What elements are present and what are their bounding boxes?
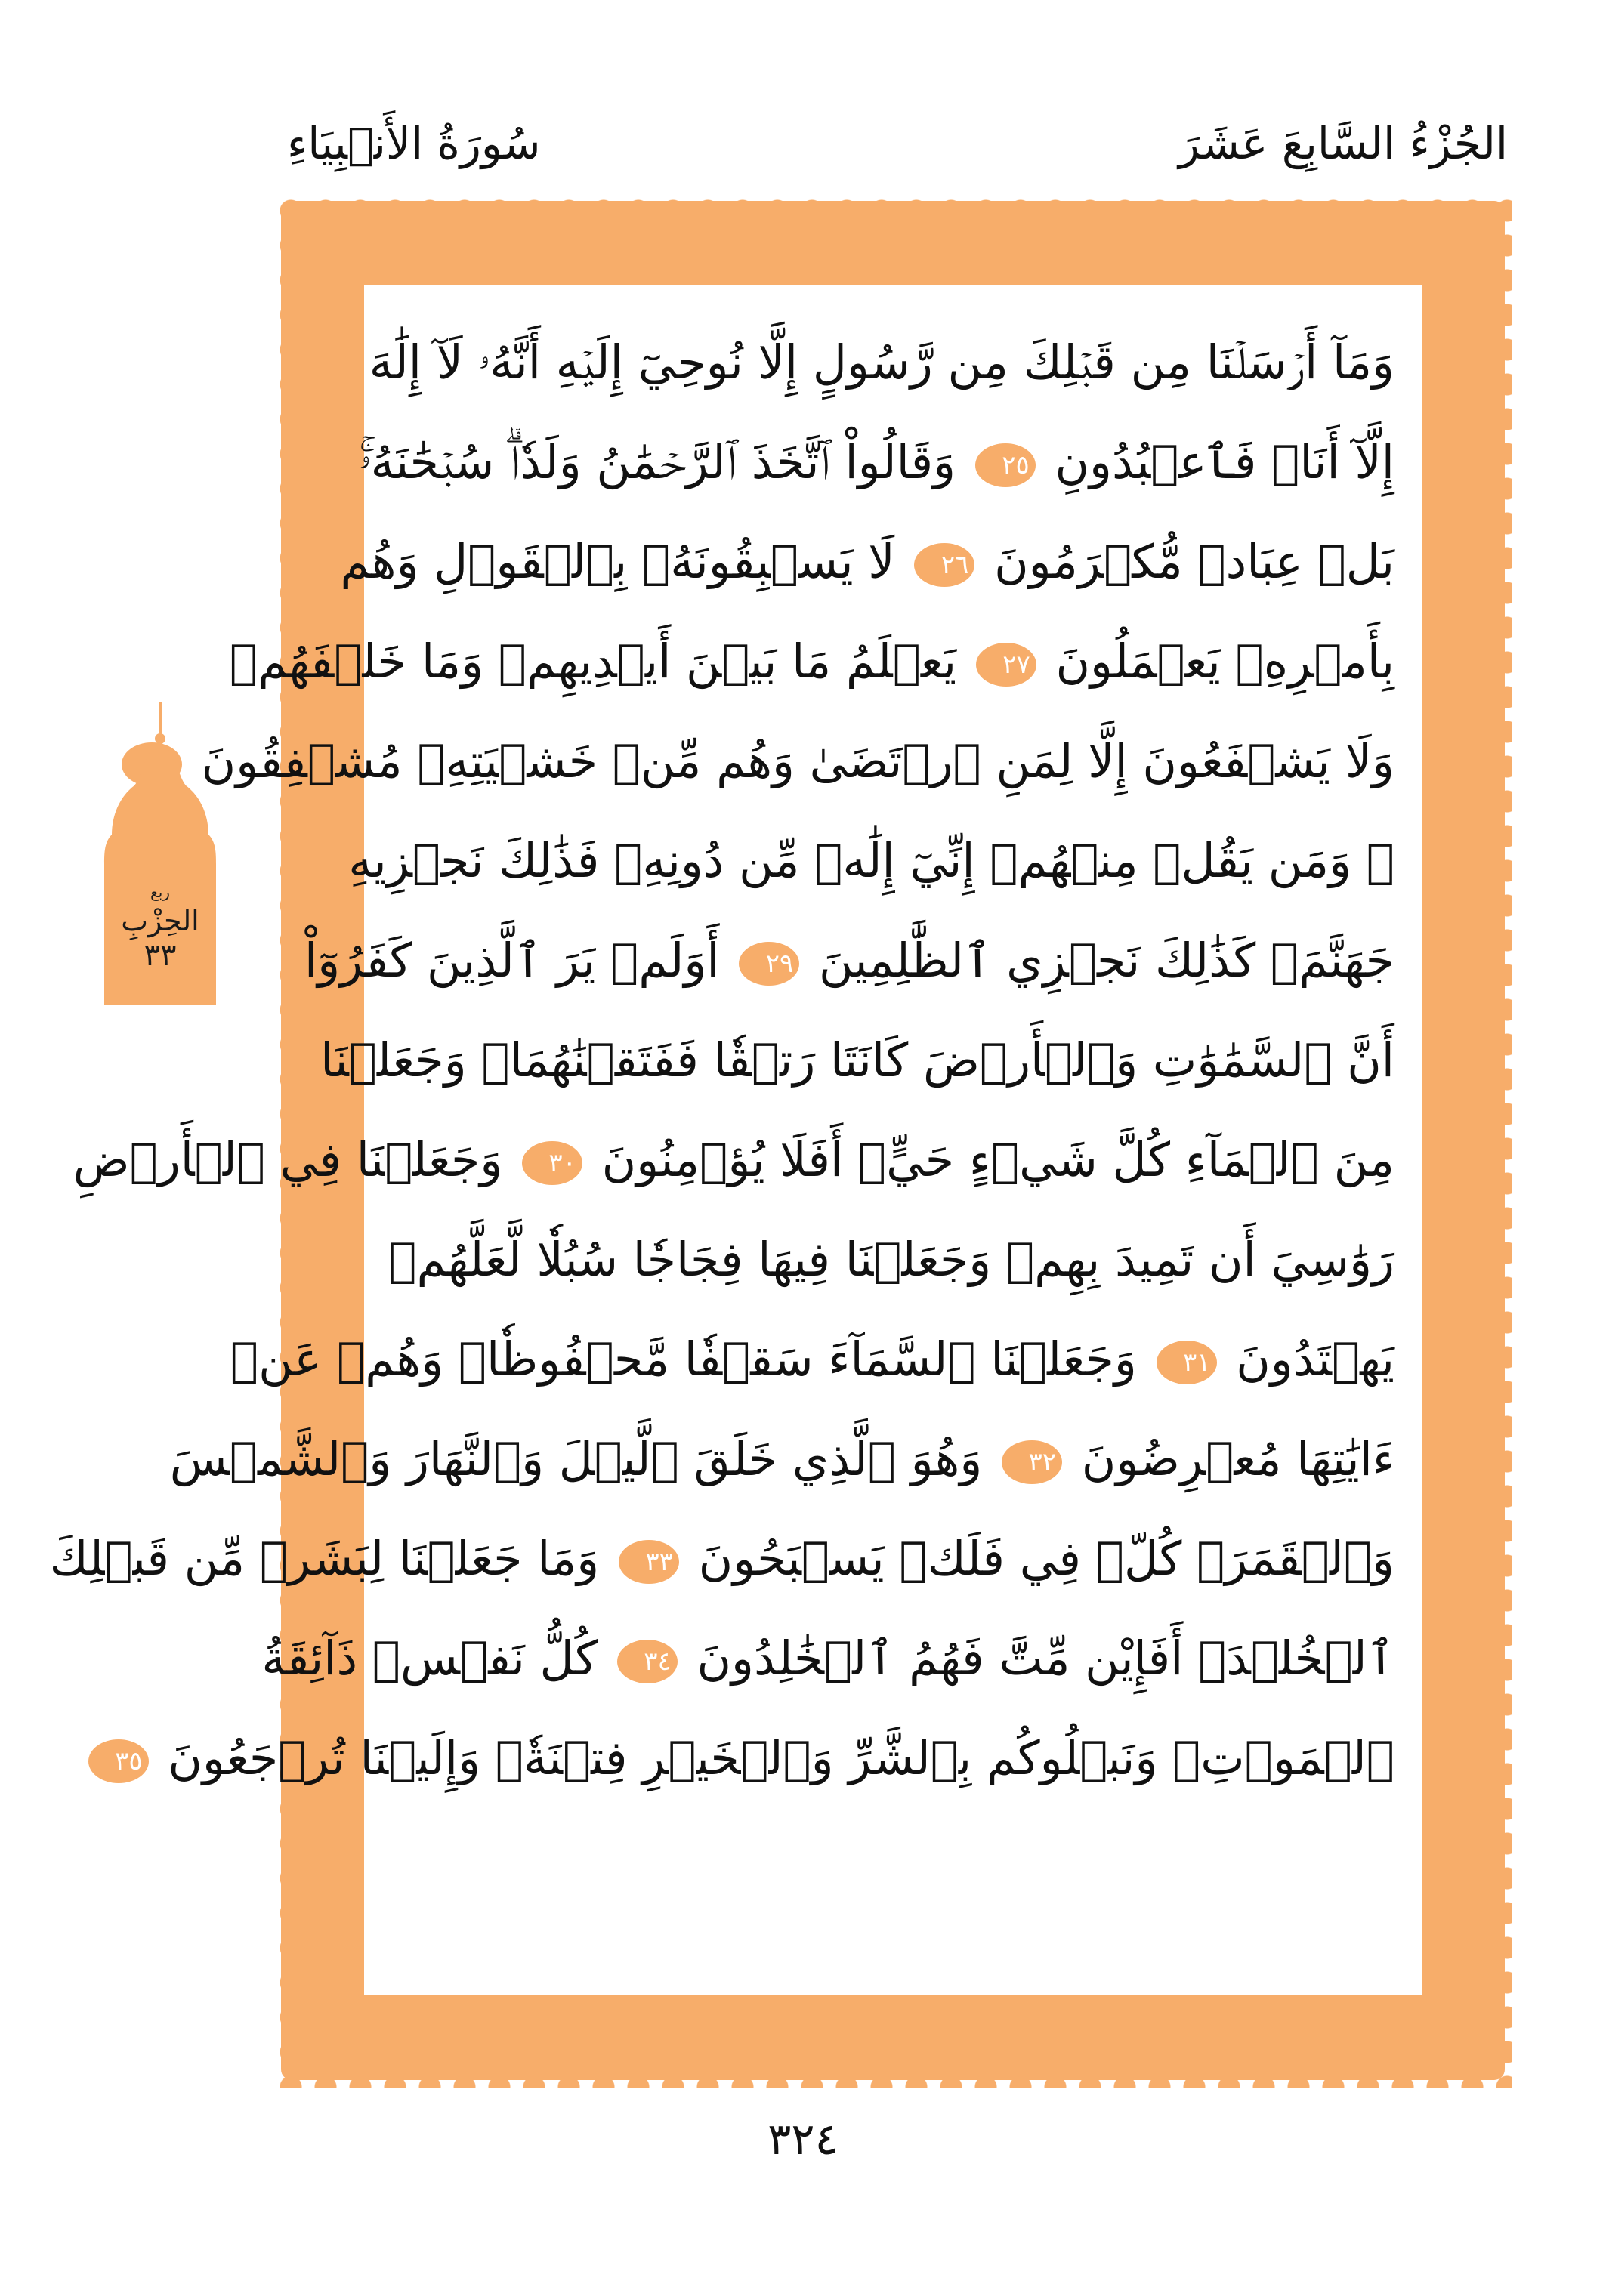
hizb-word: الحِزْبِ (121, 904, 199, 937)
verse-text: وَمَا جَعَلۡنَا لِبَشَرٖ مِّن قَبۡلِكَ (49, 1531, 600, 1586)
verse-text: أَنَّ ٱلسَّمَٰوَٰتِ وَٱلۡأَرۡضَ كَانَتَا رَتۡقٗا فَفَتَقۡنَٰهُمَاۖ وَجَعَلۡنَا (320, 1032, 1394, 1088)
verse-text: جَهَنَّمَۚ كَذَٰلِكَ نَجۡزِي ٱلظَّٰلِمِينَ (819, 933, 1394, 988)
text-line (348, 811, 1394, 911)
ayah-number-marker: ٣١ (1157, 1341, 1217, 1384)
verse-text: ۞ وَمَن يَقُلۡ مِنۡهُمۡ إِنِّيٓ إِلَٰهٞ مِّن دُونِهِۦ فَذَٰلِكَ نَجۡزِيهِ (348, 833, 1394, 888)
page-number: ٣٢٤ (767, 2113, 839, 2165)
text-line (49, 1509, 1394, 1609)
ayah-number-marker: ٣٤ (617, 1640, 678, 1683)
text-line (359, 412, 1394, 512)
hizb-quarter: ربع (150, 883, 170, 901)
text-line (388, 1210, 1394, 1310)
text-line (73, 1110, 1394, 1210)
verse-text: إِلَّآ أَنَا۠ فَٱعۡبُدُونِ (1055, 434, 1394, 489)
text-line (201, 711, 1394, 811)
hizb-label (104, 881, 216, 973)
verse-text: وَقَالُواْ ٱتَّخَذَ ٱلرَّحۡمَٰنُ وَلَدٗاۗ سُبۡحَٰنَهُۥۚ (359, 434, 956, 489)
verse-text: وَمَآ أَرۡسَلۡنَا مِن قَبۡلِكَ مِن رَّسُولٍ إِلَّا نُوحِيٓ إِلَيۡهِ أَنَّهُۥ لَآ إِلَٰهَ (369, 335, 1394, 390)
verse-text: لَا يَسۡبِقُونَهُۥ بِٱلۡقَوۡلِ وَهُم (340, 534, 895, 589)
surah-title: سُورَةُ الأَنۢبِيَاءِ (287, 118, 541, 169)
verse-text: مِنَ ٱلۡمَآءِ كُلَّ شَيۡءٍ حَيٍّۚ أَفَلَا يُؤۡمِنُونَ (601, 1132, 1394, 1187)
text-line (304, 911, 1394, 1011)
text-line (320, 1011, 1394, 1110)
ayah-number-marker: ٣٥ (88, 1739, 149, 1783)
text-line (115, 1708, 1394, 1808)
verse-text: وَٱلۡقَمَرَۖ كُلّٞ فِي فَلَكٖ يَسۡبَحُونَ (698, 1531, 1394, 1586)
text-line (261, 1609, 1394, 1708)
verse-text: يَهۡتَدُونَ (1236, 1332, 1394, 1387)
verse-text: يَعۡلَمُ مَا بَيۡنَ أَيۡدِيهِمۡ وَمَا خَلۡفَهُمۡ (229, 634, 957, 689)
verse-text: بِأَمۡرِهِۦ يَعۡمَلُونَ (1055, 634, 1394, 689)
ayah-number-marker: ٢٦ (914, 543, 974, 587)
text-line (229, 612, 1394, 711)
ayah-number-marker: ٢٥ (975, 443, 1036, 487)
verse-text: وَجَعَلۡنَا ٱلسَّمَآءَ سَقۡفٗا مَّحۡفُوظٗاۖ وَهُمۡ عَنۡ (230, 1332, 1137, 1387)
ayah-number-marker: ٣٠ (522, 1141, 582, 1185)
juz-title: الجُزْءُ السَّابِعَ عَشَرَ (1178, 118, 1508, 169)
ayah-number-marker: ٣٣ (619, 1540, 679, 1584)
ayah-number-marker: ٢٧ (976, 643, 1036, 687)
hizb-marker (104, 702, 216, 1004)
verse-text: وَلَا يَشۡفَعُونَ إِلَّا لِمَنِ ٱرۡتَضَىٰ وَهُم مِّنۡ خَشۡيَتِهِۦ مُشۡفِقُونَ (201, 733, 1394, 788)
verse-text: رَوَٰسِيَ أَن تَمِيدَ بِهِمۡ وَجَعَلۡنَا فِيهَا فِجَاجٗا سُبُلٗا لَّعَلَّهُمۡ (388, 1232, 1394, 1287)
verse-text: كُلُّ نَفۡسٖ ذَآئِقَةُ (261, 1631, 598, 1686)
verse-text: ءَايَٰتِهَا مُعۡرِضُونَ (1081, 1431, 1394, 1486)
verse-text: وَهُوَ ٱلَّذِي خَلَقَ ٱلَّيۡلَ وَٱلنَّهَارَ وَٱلشَّمۡسَ (169, 1431, 983, 1486)
text-line (230, 1310, 1394, 1409)
verse-text: بَلۡ عِبَادٞ مُّكۡرَمُونَ (994, 534, 1394, 589)
hizb-number: ٣٣ (144, 938, 177, 973)
text-line (169, 1409, 1394, 1509)
text-line (340, 512, 1394, 612)
ayah-number-marker: ٢٩ (739, 942, 799, 986)
verse-text: أَوَلَمۡ يَرَ ٱلَّذِينَ كَفَرُوٓاْ (304, 933, 720, 988)
verse-text: ٱلۡمَوۡتِۗ وَنَبۡلُوكُم بِٱلشَّرِّ وَٱلۡخَيۡرِ فِتۡنَةٗۖ وَإِلَيۡنَا تُرۡجَعُونَ (168, 1730, 1394, 1785)
verse-text: ٱلۡخُلۡدَۖ أَفَإِيْن مِّتَّ فَهُمُ ٱلۡخَٰلِدُونَ (696, 1631, 1394, 1686)
text-line (369, 313, 1394, 412)
ayah-number-marker: ٣٢ (1002, 1440, 1062, 1484)
verse-text: وَجَعَلۡنَا فِي ٱلۡأَرۡضِ (73, 1132, 503, 1187)
